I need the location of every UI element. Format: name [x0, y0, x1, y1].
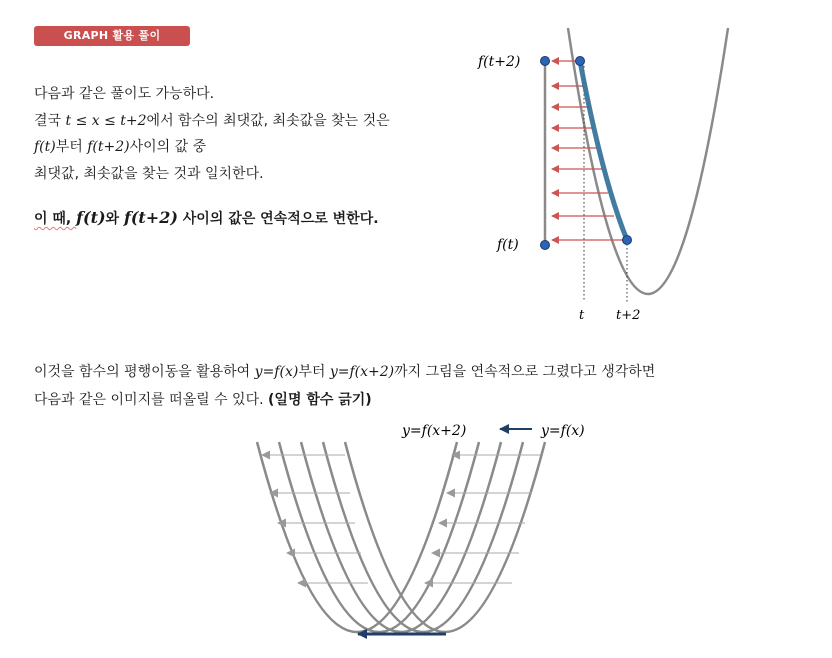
math-ft: f(t): [34, 139, 56, 155]
parabola-family: [257, 442, 545, 632]
text-segment: 부터: [55, 139, 88, 155]
label-yfx: y=f(x): [541, 423, 585, 439]
text-segment: 결국: [34, 112, 66, 129]
math-yfx2: y=f(x+2): [329, 364, 395, 380]
point-curve-bottom: [623, 236, 632, 245]
bold-note: (일명 함수 긁기): [268, 392, 372, 408]
label-t: t: [579, 308, 585, 323]
section-badge: GRAPH 활용 풀이: [34, 26, 190, 46]
text-segment: 사이의 값은 연속적으로 변한다.: [177, 211, 379, 227]
text-segment: 까지 그림을 연속적으로 그렸다고 생각하면: [394, 364, 656, 380]
text-segment: 다음과 같은 이미지를 떠올릴 수 있다.: [34, 392, 269, 408]
para2-line-1: [34, 358, 814, 386]
text-segment: 에서 함수의 최댓값, 최솟값을 찾는 것은: [146, 112, 390, 129]
para-line-4: 최댓값, 최솟값을 찾는 것과 일치한다.: [34, 165, 264, 182]
point-bottom: [541, 241, 550, 250]
text-segment: 이 때,: [34, 211, 77, 227]
para-line-1: 다음과 같은 풀이도 가능하다.: [34, 86, 215, 102]
text-segment: 부터: [298, 364, 330, 380]
text-segment: 와: [105, 211, 124, 227]
math-ft: f(t): [76, 208, 106, 227]
parabola-curve: [568, 28, 728, 294]
shift-arrows: [262, 455, 540, 583]
math-ft2: f(t+2): [87, 139, 130, 155]
label-f-t: f(t): [497, 237, 519, 253]
math-ft2: f(t+2): [123, 208, 178, 227]
point-curve-top: [576, 57, 585, 66]
text-segment: 이것을 함수의 평행이동을 활용하여: [34, 364, 255, 380]
label-f-t2: f(t+2): [478, 54, 521, 70]
math-yfx: y=f(x): [254, 364, 299, 380]
text-segment: 사이의 값 중: [129, 139, 207, 155]
label-t2: t+2: [616, 308, 641, 323]
translation-graph: [0, 410, 832, 658]
point-top: [541, 57, 550, 66]
label-yfx2: y=f(x+2): [402, 423, 467, 439]
math-inequality: t ≤ x ≤ t+2: [65, 112, 147, 129]
translation-paragraph: [34, 358, 814, 414]
